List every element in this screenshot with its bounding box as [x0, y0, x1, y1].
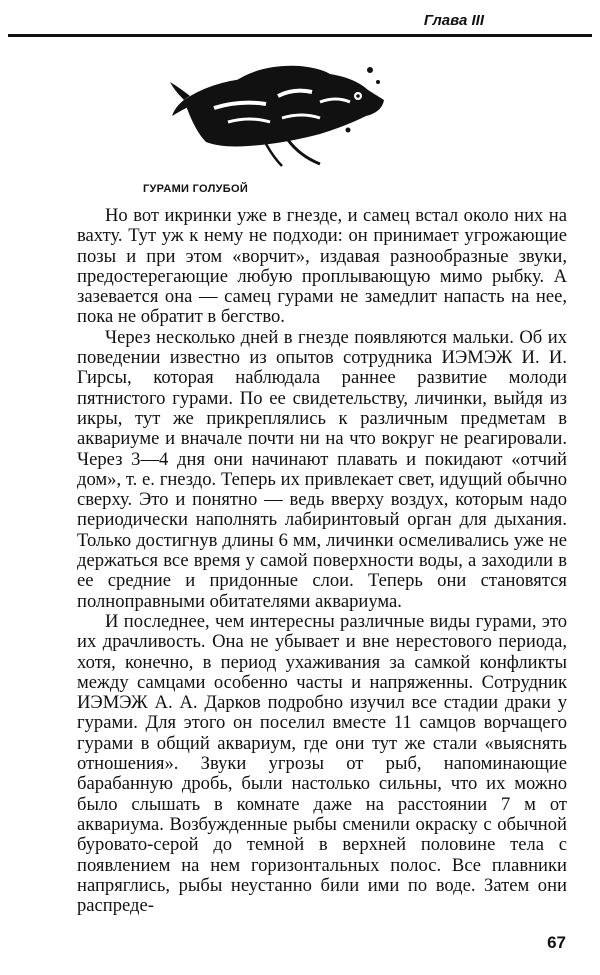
chapter-title: Глава III	[423, 12, 484, 29]
fish-illustration	[170, 60, 390, 170]
figure-caption: ГУРАМИ ГОЛУБОЙ	[143, 183, 249, 195]
page-number: 67	[547, 933, 566, 952]
paragraph: Но вот икринки уже в гнезде, и самец встал около них на вахту. Тут уж к нему не подходи: он принимает угрожающие позы и при этом «ворчит», издавая разнообразные звуки, предостерегающие любую проплывающую мимо рыбку. А зазевается она — самец гурами не замедлит напасть на нее, пока не обратит в бегство.	[77, 205, 567, 328]
paragraph: Через несколько дней в гнезде появляются мальки. Об их поведении известно из опытов сотрудника ИЭМЭЖ И. И. Гирсы, которая наблюдала раннее развитие молоди пятнистого гурами. По ее свидетельству, личинки, выйдя из икры, тут же прикреплялись к различным предметам в аквариуме и вначале почти ни на что вокруг не реагировали. Через 3—4 дня они начинают плавать и покидают «отчий дом», т. е. гнездо. Теперь их привлекает свет, идущий обычно сверху. Это и понятно — ведь вверху воздух, которым надо периодически наполнять лабиринтовый орган для дыхания. Только достигнув длины 6 мм, личинки осмеливались уже не держаться все время у самой поверхности воды, а заходили в ее средние и придонные слои. Теперь они становятся полноправными обитателями аквариума.	[77, 326, 567, 612]
running-header	[8, 6, 592, 36]
paragraph: И последнее, чем интересны различные виды гурами, это их драчливость. Она не убывает и вне нерестового периода, хотя, конечно, в период ухаживания за самкой конфликты между самцами особенно часты и напряженны. Сотрудник ИЭМЭЖ А. А. Дарков подробно изучил все стадии драки у гурами. Для этого он поселил вместе 11 самцов ворчащего гурами в общий аквариум, где они тут же стали «выяснять отношения». Звуки угрозы от рыб, напоминающие барабанную дробь, были настолько сильны, что их можно было слышать в комнате даже на расстоянии 7 м от аквариума. Возбужденные рыбы сменили окраску с обычной буровато-серой до темной в верхней половине тела с появлением на нем горизонтальных полос. Все плавники напряглись, рыбы неустанно били ими по воде. Затем они распреде-	[77, 610, 567, 917]
header-rule	[8, 34, 592, 37]
body-text	[77, 206, 567, 916]
